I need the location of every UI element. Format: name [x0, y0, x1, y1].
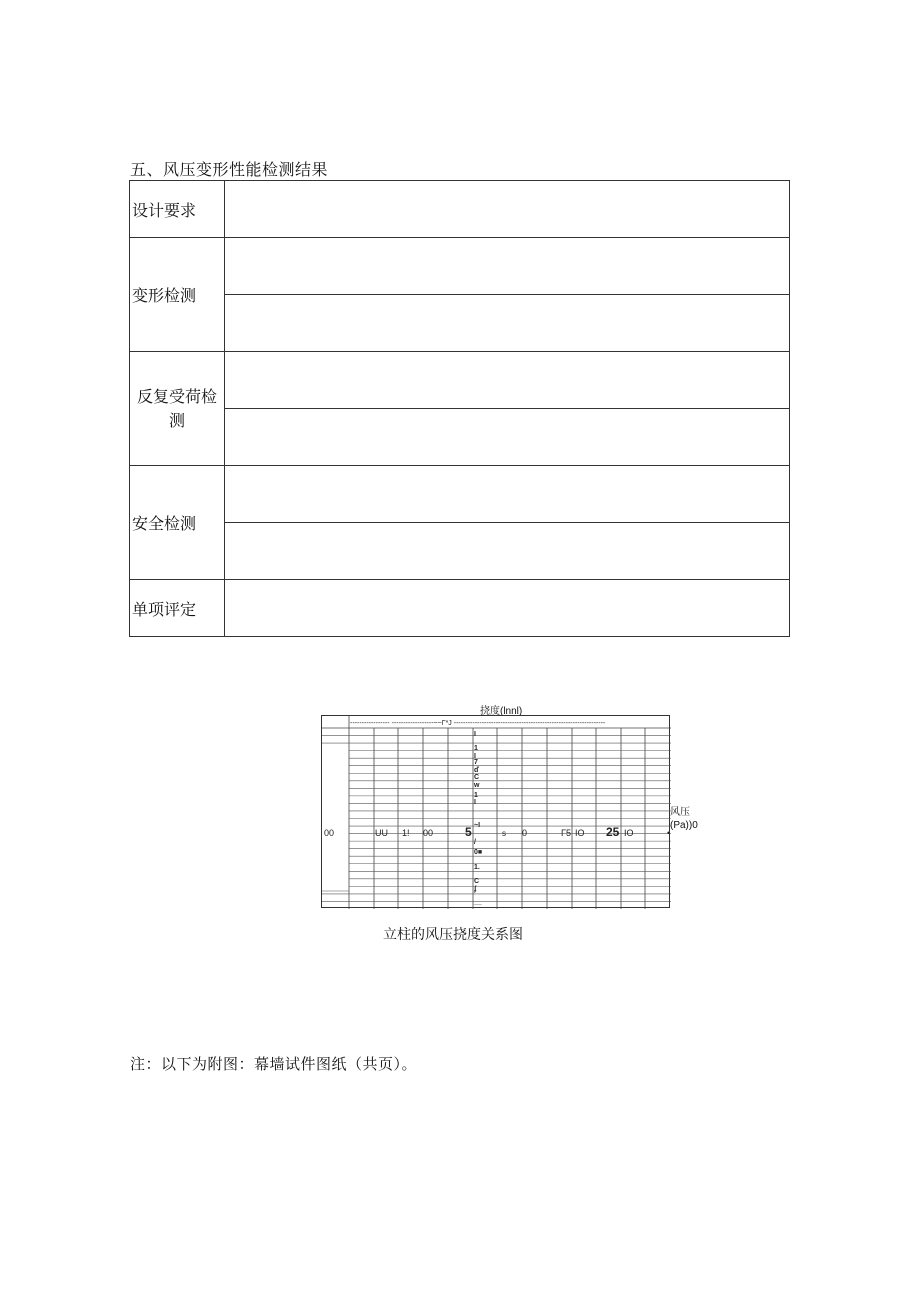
row-label-repeated-load-test: [130, 352, 225, 466]
x-tick-label: s: [502, 829, 506, 838]
value-cell: [225, 181, 790, 238]
y-tick-label: I: [474, 731, 476, 738]
chart-top-note: ----------------- ------------------~~Γ*J -----------------------------------------------------------------: [350, 720, 606, 727]
x-axis-title-line: 风压: [670, 807, 690, 818]
row-label-deformation-test: 变形检测: [130, 238, 225, 352]
value-cell: [225, 352, 790, 409]
y-tick-label: ď: [474, 767, 480, 774]
value-cell: [225, 238, 790, 295]
x-tick-label: IO: [575, 828, 585, 838]
table-row: [130, 181, 790, 238]
x-tick-label: 5: [465, 825, 472, 839]
attachment-note: 注：以下为附图：幕墙试件图纸（共页）。: [130, 1055, 418, 1073]
table-row: [130, 523, 790, 580]
x-tick-label: 25: [606, 825, 620, 839]
label-line: 测: [168, 410, 185, 430]
row-label-design-requirement: 设计要求: [130, 181, 225, 238]
value-cell: [225, 523, 790, 580]
y-tick-label: 7: [474, 759, 478, 766]
y-tick-label: ʄ: [474, 886, 477, 893]
x-tick-label: 0: [522, 828, 528, 838]
y-tick-label: 1: [474, 792, 478, 799]
x-axis-title-line: (Pa))0: [670, 820, 698, 831]
chart-grid: [322, 716, 671, 909]
y-tick-label: w: [474, 782, 480, 789]
table-row: [130, 295, 790, 352]
y-tick-label: 1: [474, 745, 478, 752]
y-tick-label: 0■: [474, 849, 483, 856]
row-label-safety-test: 安全检测: [130, 466, 225, 580]
value-cell: [225, 466, 790, 523]
value-cell: [225, 409, 790, 466]
x-tick-label: •: [667, 828, 671, 838]
x-tick-label: 00: [324, 828, 335, 838]
x-tick-label: Γ5: [561, 828, 571, 838]
y-tick-label: I: [474, 799, 476, 806]
value-cell: [225, 295, 790, 352]
section-title: 五、风压变形性能检测结果: [130, 160, 329, 179]
wind-pressure-deflection-chart: [320, 700, 720, 940]
y-tick-label: ~I: [474, 822, 481, 829]
results-table: [129, 180, 790, 637]
value-cell: [225, 580, 790, 637]
y-tick-label: C: [474, 878, 480, 885]
y-tick-label: C: [474, 774, 480, 781]
table-row: [130, 580, 790, 637]
table-row: [130, 352, 790, 409]
x-tick-label: 00: [423, 828, 434, 838]
y-tick-label: I: [474, 753, 476, 760]
table-row: [130, 466, 790, 523]
x-tick-label: 1!: [402, 828, 410, 838]
y-axis-title: 挠度(lnnl): [480, 706, 523, 717]
chart-caption: 立柱的风压挠度关系图: [383, 927, 523, 943]
x-tick-label: UU: [375, 828, 388, 838]
y-tick-label: 1.: [474, 864, 480, 871]
y-tick-label: __: [474, 899, 482, 906]
row-label-single-item-rating: 单项评定: [130, 580, 225, 637]
x-tick-label: IO: [624, 828, 634, 838]
label-line: 反复受荷检: [136, 386, 217, 406]
table-row: [130, 238, 790, 295]
chart-plot-area: [321, 715, 670, 908]
table-row: [130, 409, 790, 466]
x-axis-title: [670, 806, 698, 832]
y-tick-label: /: [474, 839, 476, 846]
